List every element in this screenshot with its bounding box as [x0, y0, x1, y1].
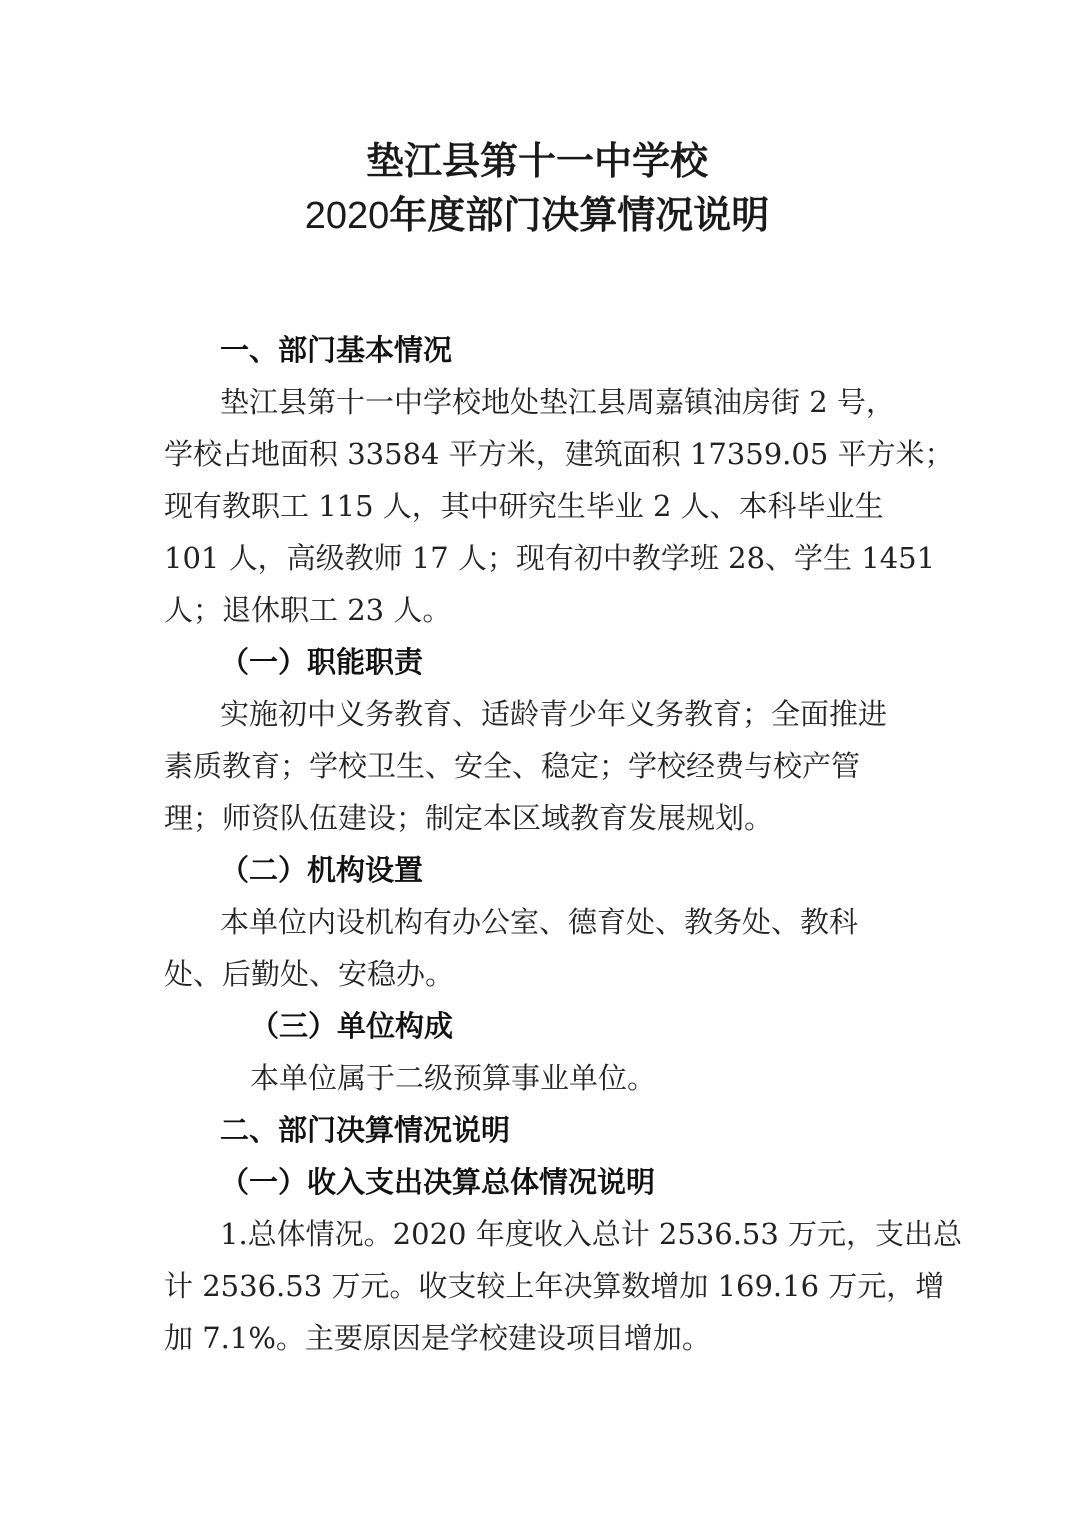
section-heading-basic-info: 一、部门基本情况 — [220, 333, 453, 367]
paragraph-line: 实施初中义务教育、适龄青少年义务教育；全面推进 — [220, 697, 888, 731]
paragraph-line: 人；退休职工 23 人。 — [164, 593, 452, 627]
paragraph-line: 素质教育；学校卫生、安全、稳定；学校经费与校产管 — [164, 749, 861, 783]
subheading-functions: （一）职能职责 — [220, 645, 424, 679]
paragraph-line: 学校占地面积 33584 平方米，建筑面积 17359.05 平方米； — [164, 437, 954, 471]
paragraph-line: 1.总体情况。2020 年度收入总计 2536.53 万元，支出总 — [220, 1217, 963, 1251]
subheading-income-expense: （一）收入支出决算总体情况说明 — [220, 1165, 656, 1199]
subheading-organization: （二）机构设置 — [220, 853, 424, 887]
document-title-line1: 垫江县第十一中学校 — [365, 138, 708, 183]
paragraph-line: 本单位属于二级预算事业单位。 — [250, 1061, 657, 1095]
paragraph-line: 垫江县第十一中学校地处垫江县周嘉镇油房街 2 号， — [220, 385, 895, 419]
paragraph-line: 本单位内设机构有办公室、德育处、教务处、教科 — [220, 905, 859, 939]
paragraph-line: 理；师资队伍建设；制定本区域教育发展规划。 — [164, 801, 774, 835]
section-heading-final-accounts: 二、部门决算情况说明 — [220, 1113, 511, 1147]
title-year: 2020 — [304, 195, 390, 237]
document-title-line2 — [0, 190, 1074, 241]
subheading-unit-composition: （三）单位构成 — [250, 1009, 454, 1043]
paragraph-line: 处、后勤处、安稳办。 — [164, 957, 455, 991]
title-rest: 年度部门决算情况说明 — [389, 192, 770, 237]
paragraph-line: 101 人，高级教师 17 人；现有初中教学班 28、学生 1451 — [164, 541, 936, 575]
paragraph-line: 加 7.1%。主要原因是学校建设项目增加。 — [164, 1321, 711, 1355]
paragraph-line: 计 2536.53 万元。收支较上年决算数增加 169.16 万元，增 — [164, 1269, 945, 1303]
paragraph-line: 现有教职工 115 人，其中研究生毕业 2 人、本科毕业生 — [164, 489, 884, 523]
